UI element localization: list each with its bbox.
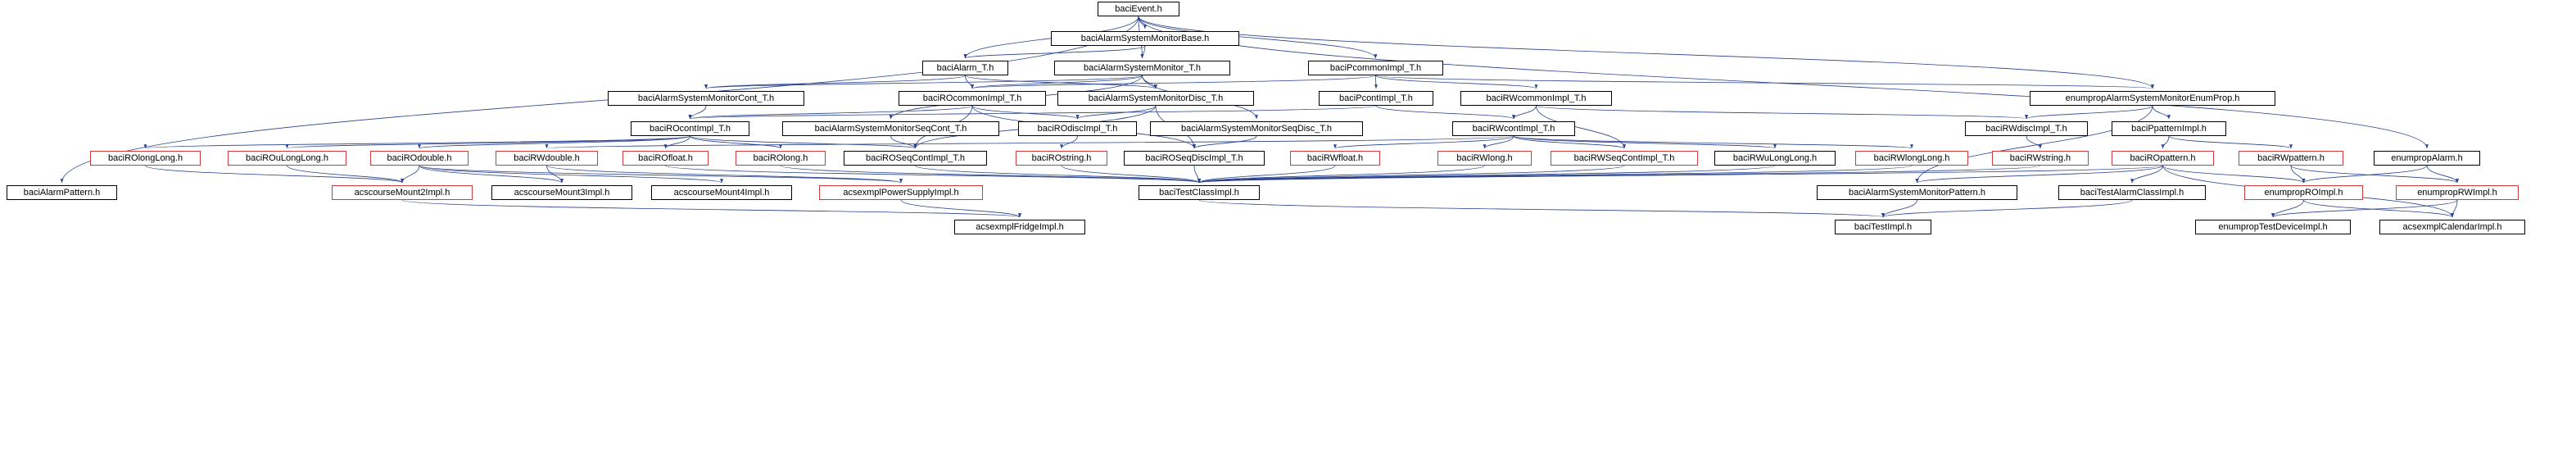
graph-edge <box>1514 136 1624 148</box>
graph-edge <box>1199 166 1775 183</box>
graph-node[interactable]: baciRWdouble.h <box>496 151 598 166</box>
graph-edge <box>1062 166 1199 183</box>
graph-node[interactable]: baciPcontImpl_T.h <box>1319 91 1433 106</box>
graph-node[interactable]: baciRWlong.h <box>1437 151 1532 166</box>
graph-edge <box>1143 46 1146 58</box>
graph-edge <box>2273 200 2457 217</box>
graph-edge <box>1917 166 2163 183</box>
graph-node[interactable]: baciROlongLong.h <box>90 151 201 166</box>
graph-edge <box>1199 166 2163 183</box>
graph-edge <box>1376 75 1377 89</box>
graph-node[interactable]: baciTestAlarmClassImpl.h <box>2058 185 2206 200</box>
graph-node[interactable]: baciRWpattern.h <box>2239 151 2343 166</box>
graph-edge <box>1194 136 1256 148</box>
graph-edge <box>2304 200 2453 217</box>
graph-edge <box>2452 200 2457 217</box>
graph-edge <box>1335 136 1514 148</box>
graph-edge <box>402 166 419 183</box>
graph-edge <box>547 166 563 183</box>
graph-edge <box>1376 106 1514 119</box>
graph-edge <box>2153 106 2169 119</box>
graph-node[interactable]: acsexmplPowerSupplyImpl.h <box>819 185 983 200</box>
graph-node[interactable]: baciAlarmSystemMonitor_T.h <box>1054 61 1230 75</box>
graph-node[interactable]: baciROpattern.h <box>2112 151 2214 166</box>
graph-edge <box>419 136 690 148</box>
graph-node[interactable]: baciROcontImpl_T.h <box>631 121 749 136</box>
graph-edge <box>287 166 403 183</box>
graph-edge <box>1194 166 1199 183</box>
graph-edge <box>419 166 722 183</box>
graph-edge <box>966 75 1157 89</box>
graph-edge <box>706 75 1143 89</box>
graph-edge <box>146 166 403 183</box>
graph-node[interactable]: baciAlarmPattern.h <box>7 185 117 200</box>
graph-node[interactable]: baciRWfloat.h <box>1290 151 1380 166</box>
graph-node[interactable]: baciROSeqContImpl_T.h <box>844 151 987 166</box>
graph-edge <box>1199 166 1485 183</box>
graph-node[interactable]: acsexmplCalendarImpl.h <box>2379 220 2525 234</box>
graph-edge <box>966 46 1146 58</box>
graph-edge <box>2132 166 2163 183</box>
graph-edge <box>1376 75 2153 89</box>
graph-node[interactable]: baciRWSeqContImpl_T.h <box>1551 151 1698 166</box>
graph-node[interactable]: acscourseMount3Impl.h <box>491 185 632 200</box>
graph-edge <box>690 106 973 119</box>
graph-node[interactable]: baciRWcommonImpl_T.h <box>1460 91 1612 106</box>
graph-node[interactable]: enumpropTestDeviceImpl.h <box>2195 220 2351 234</box>
graph-edge <box>2026 106 2153 119</box>
graph-node[interactable]: baciAlarmSystemMonitorSeqDisc_T.h <box>1150 121 1363 136</box>
graph-node[interactable]: baciRWdiscImpl_T.h <box>1965 121 2088 136</box>
graph-node[interactable]: baciROdouble.h <box>370 151 469 166</box>
graph-edge <box>1199 166 2040 183</box>
graph-edge <box>402 200 1020 217</box>
graph-edge <box>1078 106 1157 119</box>
graph-node[interactable]: baciRWcontImpl_T.h <box>1452 121 1575 136</box>
graph-edge <box>666 166 1200 183</box>
graph-edge <box>1376 75 1537 89</box>
graph-node[interactable]: baciRWlongLong.h <box>1855 151 1968 166</box>
graph-edge <box>690 106 707 119</box>
graph-edge <box>2169 136 2291 148</box>
graph-edge <box>1485 136 1514 148</box>
graph-edge <box>547 166 902 183</box>
graph-edge <box>1199 166 1335 183</box>
graph-edge <box>1062 136 1078 148</box>
graph-edge <box>972 75 1143 89</box>
graph-node[interactable]: baciRWstring.h <box>1992 151 2089 166</box>
graph-edge <box>1139 16 2153 89</box>
graph-node[interactable]: baciTestClassImpl.h <box>1139 185 1260 200</box>
graph-node[interactable]: baciAlarmSystemMonitorSeqCont_T.h <box>782 121 999 136</box>
graph-edge <box>1917 106 2153 183</box>
graph-node[interactable]: enumpropAlarm.h <box>2374 151 2480 166</box>
graph-node[interactable]: enumpropAlarmSystemMonitorEnumProp.h <box>2030 91 2275 106</box>
graph-node[interactable]: baciPpatternImpl.h <box>2112 121 2226 136</box>
graph-node[interactable]: baciPcommonImpl_T.h <box>1308 61 1443 75</box>
graph-edge <box>2427 166 2457 183</box>
graph-edge <box>1514 106 1537 119</box>
graph-edge <box>1514 136 1775 148</box>
graph-edge <box>1199 200 1883 217</box>
graph-edge <box>1514 136 1912 148</box>
graph-edge <box>972 106 1078 119</box>
graph-edge <box>2026 136 2040 148</box>
graph-edge <box>690 136 916 148</box>
graph-edge <box>1199 166 1912 183</box>
graph-node[interactable]: acscourseMount4Impl.h <box>651 185 792 200</box>
graph-edge <box>1139 16 1145 29</box>
graph-edge <box>2304 166 2428 183</box>
graph-edge <box>690 136 781 148</box>
graph-edge <box>2163 166 2304 183</box>
graph-node[interactable]: enumpropRWImpl.h <box>2396 185 2519 200</box>
graph-node[interactable]: baciROcommonImpl_T.h <box>899 91 1046 106</box>
graph-edge <box>972 75 1376 89</box>
graph-node[interactable]: baciROstring.h <box>1016 151 1107 166</box>
graph-node[interactable]: baciROlong.h <box>736 151 826 166</box>
graph-edge <box>1199 166 1624 183</box>
graph-edge <box>2273 200 2304 217</box>
graph-node[interactable]: baciROSeqDiscImpl_T.h <box>1124 151 1265 166</box>
graph-node[interactable]: baciROuLongLong.h <box>228 151 346 166</box>
graph-node[interactable]: baciAlarmSystemMonitorDisc_T.h <box>1057 91 1254 106</box>
graph-edge <box>706 75 966 89</box>
graph-node[interactable]: acsexmplFridgeImpl.h <box>954 220 1085 234</box>
graph-edge <box>891 136 916 148</box>
graph-node[interactable]: baciTestImpl.h <box>1835 220 1931 234</box>
graph-edge <box>690 106 1377 119</box>
graph-node[interactable]: enumpropROImpl.h <box>2244 185 2363 200</box>
graph-edge <box>781 166 1199 183</box>
graph-edge <box>666 136 690 148</box>
graph-edge <box>419 166 562 183</box>
graph-edge <box>1883 200 1917 217</box>
graph-node[interactable]: baciEvent.h <box>1098 2 1179 16</box>
graph-edge <box>2291 166 2457 183</box>
graph-node[interactable]: baciRWuLongLong.h <box>1714 151 1836 166</box>
graph-node[interactable]: baciROfloat.h <box>622 151 709 166</box>
graph-edge <box>419 166 901 183</box>
graph-edge <box>146 136 690 148</box>
graph-edge <box>966 75 973 89</box>
graph-node[interactable]: baciAlarmSystemMonitorCont_T.h <box>608 91 804 106</box>
graph-edge <box>901 200 1020 217</box>
graph-edge <box>1143 75 1157 89</box>
graph-edge <box>2163 136 2170 148</box>
graph-node[interactable]: baciAlarm_T.h <box>922 61 1008 75</box>
graph-edge <box>287 136 690 148</box>
graph-node[interactable]: baciROdiscImpl_T.h <box>1018 121 1137 136</box>
graph-node[interactable]: baciAlarmSystemMonitorBase.h <box>1051 31 1239 46</box>
graph-edge <box>1537 106 2027 119</box>
graph-edge <box>1883 200 2132 217</box>
graph-edge <box>916 166 1200 183</box>
graph-node[interactable]: baciAlarmSystemMonitorPattern.h <box>1817 185 2017 200</box>
graph-edge <box>547 136 1514 148</box>
graph-node[interactable]: acscourseMount2Impl.h <box>332 185 473 200</box>
graph-edge <box>2291 166 2304 183</box>
